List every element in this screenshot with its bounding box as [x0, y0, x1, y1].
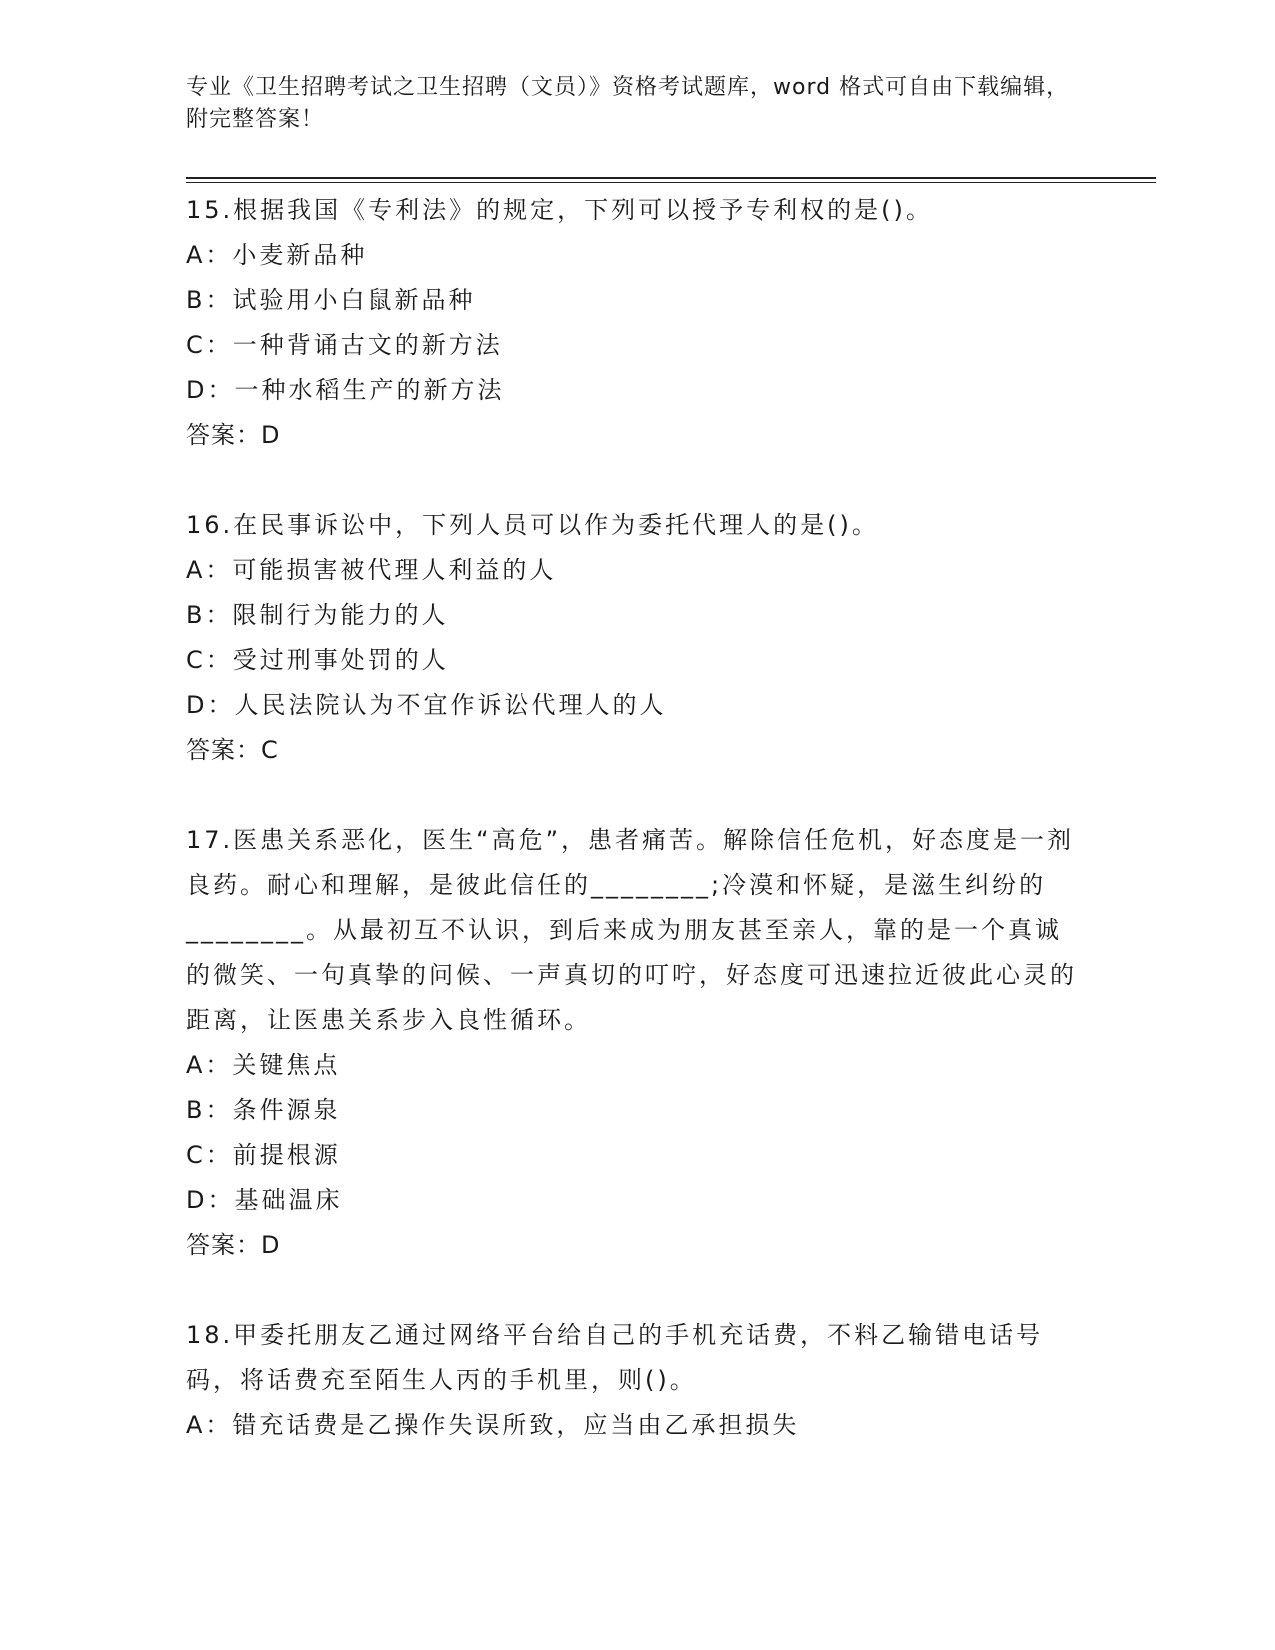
question-15 — [186, 188, 1086, 458]
question-16 — [186, 503, 1086, 773]
option-d: D：一种水稻生产的新方法 — [186, 376, 505, 404]
header-divider-thick — [186, 177, 1156, 179]
answer: 答案：D — [186, 1231, 281, 1259]
question-18 — [186, 1313, 1086, 1448]
option-a: A：可能损害被代理人利益的人 — [186, 556, 557, 584]
option-c: C：一种背诵古文的新方法 — [186, 331, 503, 359]
option-c: C：前提根源 — [186, 1141, 341, 1169]
option-d: D：基础温床 — [186, 1186, 343, 1214]
option-b: B：试验用小白鼠新品种 — [186, 286, 476, 314]
question-stem: 17.医患关系恶化，医生“高危”，患者痛苦。解除信任危机，好态度是一剂良药。耐心和理解，是彼此信任的________;冷漠和怀疑，是滋生纠纷的________。从最初互不认识，到后来成为朋友甚至亲人，靠的是一个真诚的微笑、一句真挚的问候、一声真切的叮咛，好态度可迅速拉近彼此心灵的距离，让医患关系步入良性循环。 — [186, 826, 1077, 1034]
option-a: A：小麦新品种 — [186, 241, 368, 269]
question-stem: 16.在民事诉讼中，下列人员可以作为委托代理人的是()。 — [186, 511, 879, 539]
option-d: D：人民法院认为不宜作诉讼代理人的人 — [186, 691, 667, 719]
option-a: A：关键焦点 — [186, 1051, 341, 1079]
option-b: B：限制行为能力的人 — [186, 601, 449, 629]
document-header: 专业《卫生招聘考试之卫生招聘（文员）》资格考试题库，word 格式可自由下载编辑，附完整答案！ — [186, 75, 1070, 132]
option-c: C：受过刑事处罚的人 — [186, 646, 449, 674]
question-list — [186, 188, 1086, 1493]
answer: 答案：C — [186, 736, 279, 764]
option-b: B：条件源泉 — [186, 1096, 341, 1124]
answer: 答案：D — [186, 421, 281, 449]
header-divider-thin — [186, 182, 1156, 183]
question-stem: 18.甲委托朋友乙通过网络平台给自己的手机充话费，不料乙输错电话号码，将话费充至陌生人丙的手机里，则()。 — [186, 1321, 1044, 1394]
question-stem: 15.根据我国《专利法》的规定，下列可以授予专利权的是()。 — [186, 196, 933, 224]
question-17 — [186, 818, 1086, 1268]
option-a: A：错充话费是乙操作失误所致，应当由乙承担损失 — [186, 1411, 800, 1439]
